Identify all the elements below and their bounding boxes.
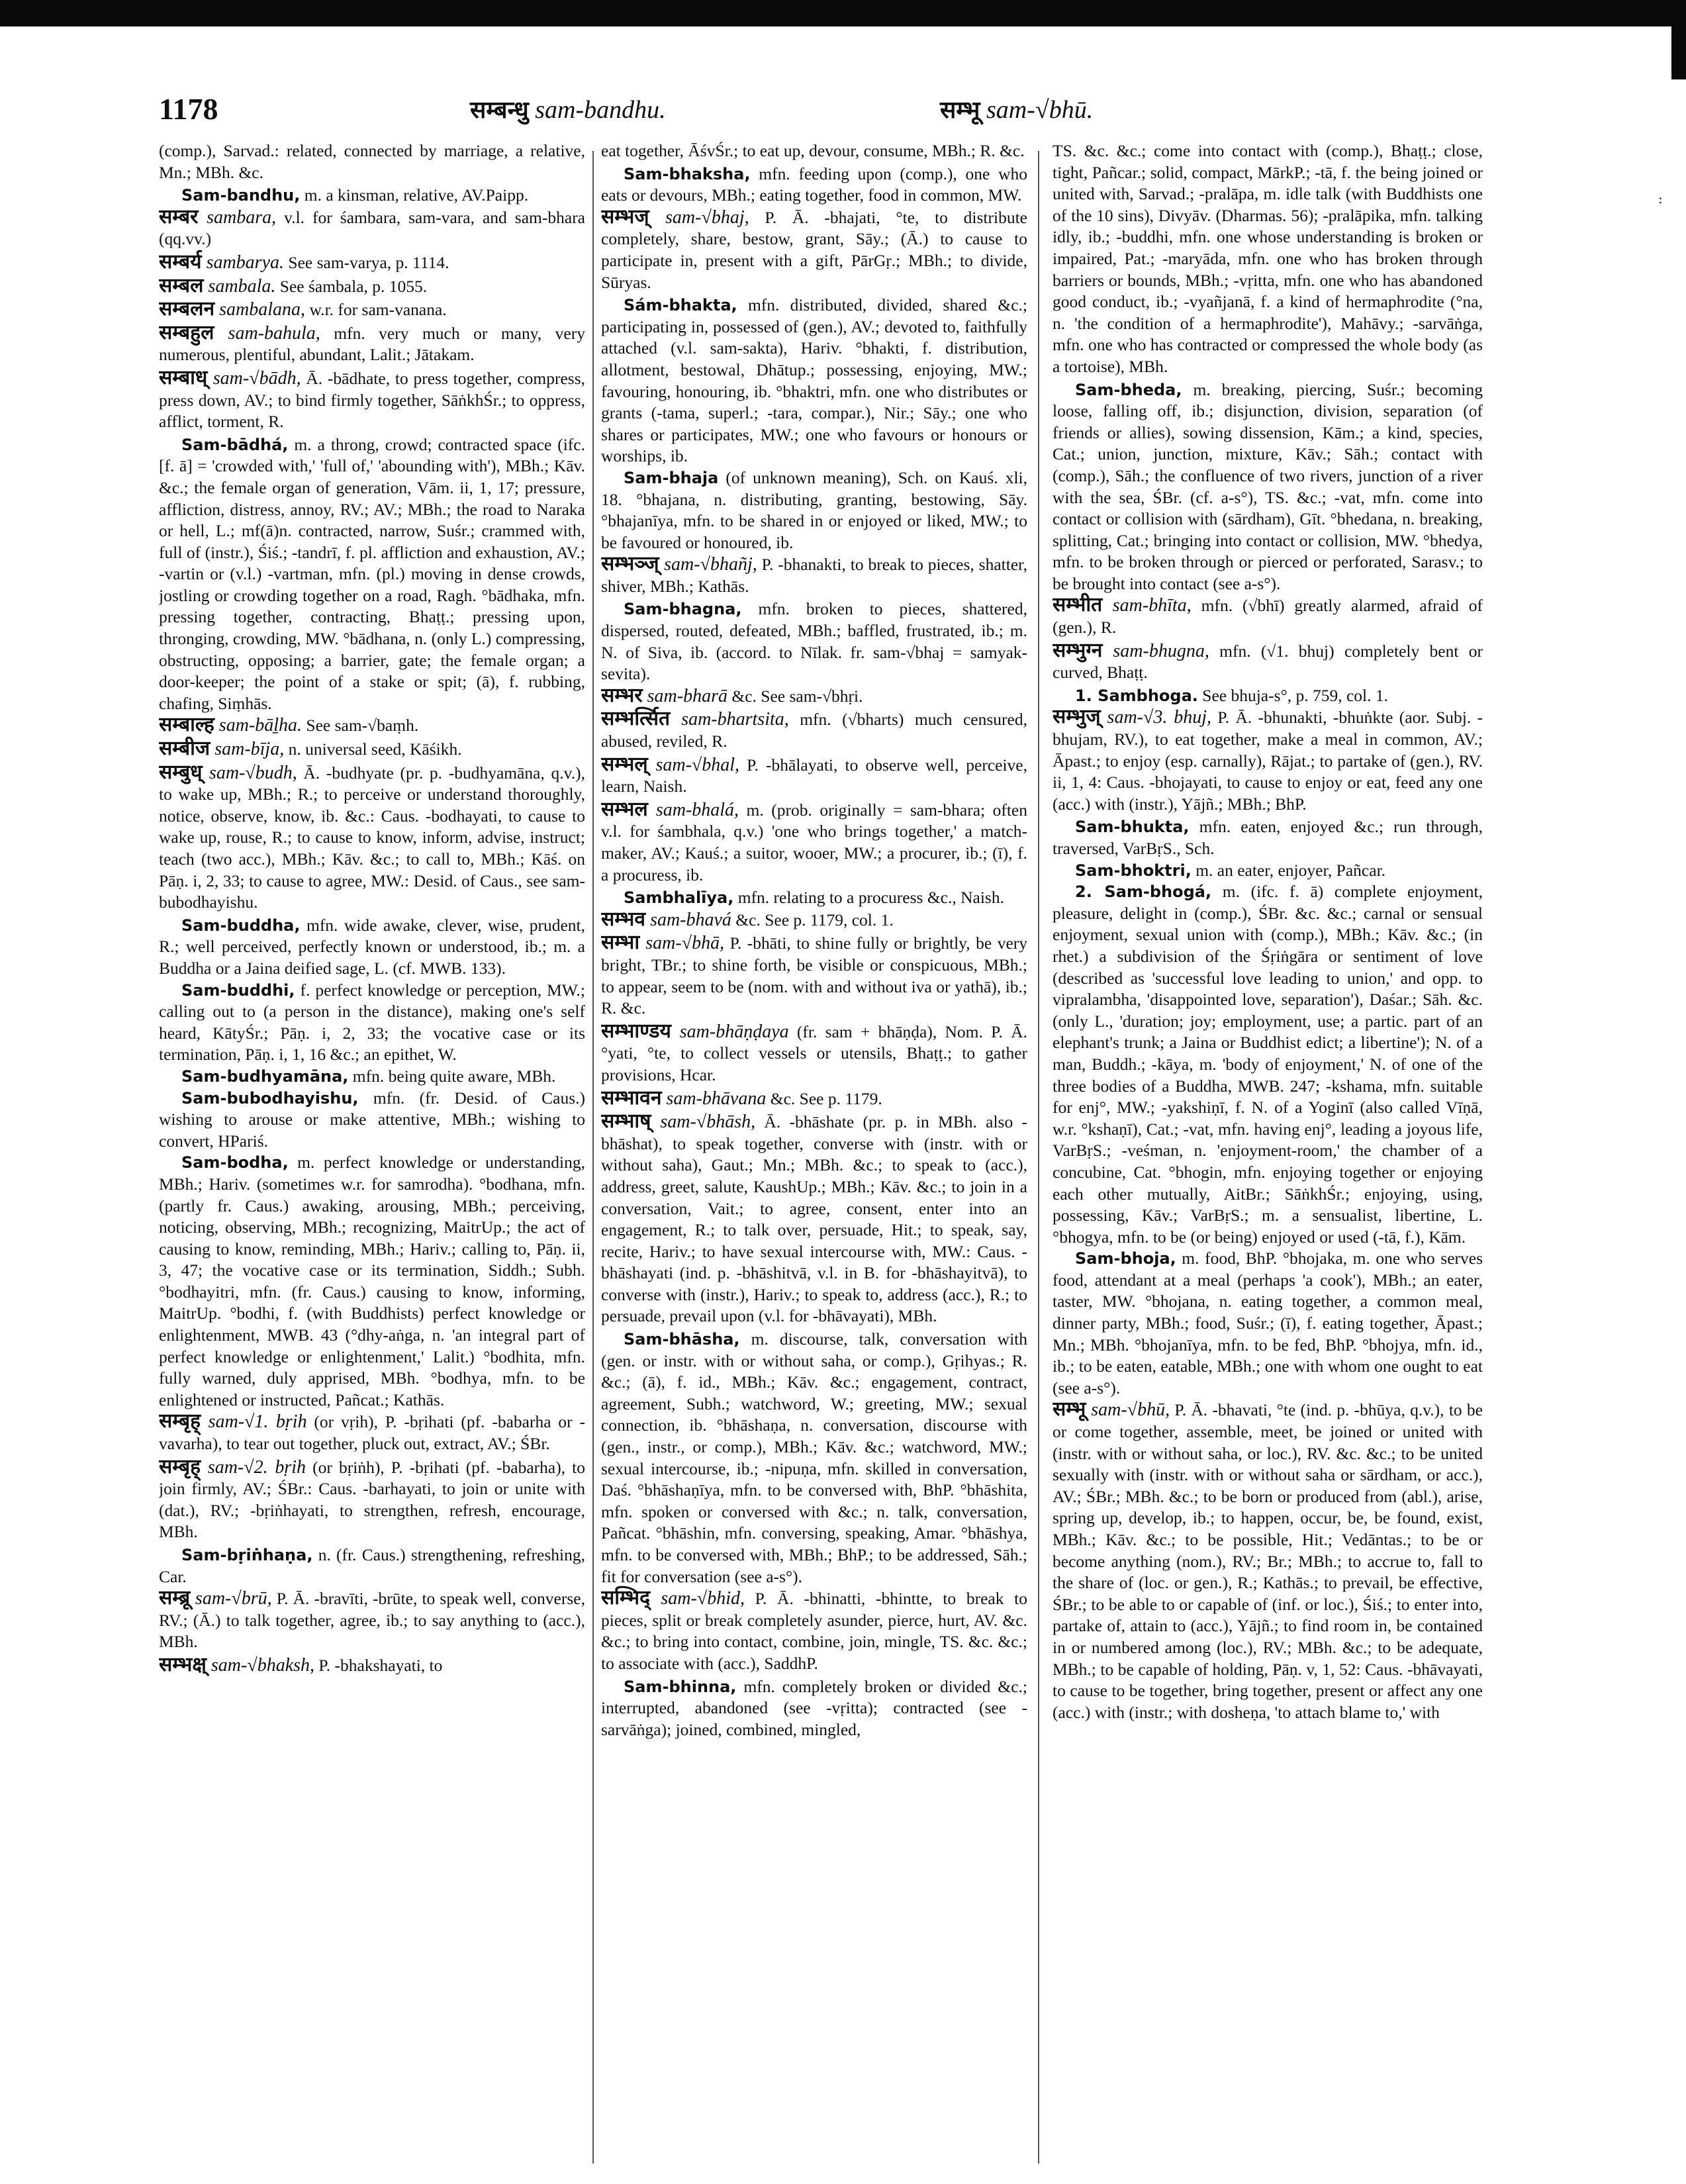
- entry-definition: Ā. -bhāshate (pr. p. in MBh. also -bhāshat), to speak together, converse with (instr. with or without saha), Gaut.; Mn.; MBh. &c.; to speak to (acc.), address, greet, salute, KaushUp.; MBh.; Kāv. &c.; to join in a conversation, Vait.; to agree, consent, enter into an engagement, R.; to talk over, persuade, Hit.; to speak, say, recite, Hariv.; to have sexual intercourse with, MW.: Caus. -bhāshayati (ind. p. -bhāshitvā, v.l. in B. for -bhāshayitvā), to converse with (instr.), Hariv.; to speak to, address (acc.), R.; to persuade, prevail upon (v.l. for -bhāvayati), MBh.: [601, 1112, 1027, 1326]
- dictionary-entry: [1053, 594, 1483, 638]
- column-rule-1: [592, 151, 594, 2163]
- entry-definition: (of unknown meaning), Sch. on Kauś. xli, 18. °bhajana, n. distributing, granting, bestowing, Sāy. °bhajanīya, mfn. to be shared in or enjoyed or liked, MW.; to be favoured or honoured, ib.: [601, 467, 1027, 552]
- entry-headword-transliteration: sam-bīja,: [210, 739, 285, 760]
- entry-definition: v.l. for śambara, sam-vara, and sam-bhara (qq.vv.): [159, 207, 585, 249]
- entry-definition: P. Ā. -bhavati, °te (ind. p. -bhūya, q.v.), to be or come together, assemble, meet, be joined or united with (instr. with or without saha, or loc.), RV. &c. &c.; to be united sexually with (instr. with or without saha or sārdham, or acc.), AV.; ŚBr.; MBh. &c.; to be born or produced from (abl.), arise, spring up, develop, ib.; to happen, occur, be, be found, exist, MBh.; Kāv. &c.; to be possible, Hit.; Vedāntas.; to be or become anything (nom.), RV.; Br.; MBh.; to accrue to, fall to the share of (loc. or gen.), R.; Kathās.; to prevail, be effective, ŚBr.; to be able to or capable of (inf. or loc.), Śiś.; to enter into, partake of, attain to (acc.), Yājñ.; to find room in, be contained in or numbered among (loc.), RV.; MBh. &c.; to be adequate, MBh.; to be capable of holding, Pāṇ. v, 1, 52: Caus. -bhāvayati, to cause to be together, bring together, present or affect any one (acc.) with (instr.; with dosheṇa, 'to attach blame to,' with: [1053, 1400, 1483, 1722]
- entry-definition: mfn. (fr. Desid. of Caus.) wishing to arouse or make attentive, MBh.; wishing to convert, HPariś.: [159, 1088, 585, 1151]
- sub-entry-headword: Sám-bhakta,: [624, 296, 737, 315]
- dictionary-column-2: [601, 140, 1027, 2166]
- entry-headword-transliteration: sam-bhartsita,: [670, 709, 789, 730]
- entry-definition: eat together, ĀśvŚr.; to eat up, devour, consume, MBh.; R. &c.: [601, 141, 1025, 160]
- entry-headword-devanagari: सम्भज्: [601, 205, 649, 228]
- entry-headword-transliteration: sam-√brū,: [190, 1588, 272, 1609]
- entry-definition: n. universal seed, Kāśikh.: [284, 739, 462, 759]
- sub-entry-headword: Sam-buddha,: [181, 916, 301, 935]
- sub-entry: [601, 887, 1027, 909]
- entry-headword-transliteration: sam-√bhañj,: [659, 554, 757, 575]
- entry-headword-devanagari: सम्भावन: [601, 1086, 662, 1110]
- entry-headword-transliteration: sam-√bhāsh,: [651, 1112, 756, 1133]
- entry-headword-transliteration: sam-bhalá,: [647, 799, 739, 820]
- sub-entry-headword: Sam-buddhi,: [181, 980, 295, 1000]
- entry-definition: m. an eater, enjoyer, Pañcar.: [1191, 860, 1386, 880]
- sub-entry-headword: Sam-bṛiṅhaṇa,: [181, 1546, 313, 1564]
- entry-definition: (or vṛih), P. -bṛihati (pf. -babarha or -vavarha), to tear out together, pluck out, extract, AV.; ŚBr.: [159, 1412, 585, 1454]
- dictionary-column-3: [1053, 140, 1483, 2166]
- dictionary-entry: [159, 762, 585, 914]
- dictionary-entry: [159, 714, 585, 737]
- entry-headword-devanagari: सम्बलन: [159, 297, 215, 321]
- column-rule-2: [1038, 151, 1039, 2163]
- running-head-right-translit: sam-√bhū.: [986, 96, 1094, 124]
- entry-definition: n. (fr. Caus.) strengthening, refreshing, Car.: [159, 1545, 585, 1586]
- dictionary-entry: [1053, 706, 1483, 815]
- entry-headword-devanagari: सम्बुध्: [159, 760, 203, 784]
- dictionary-entry: [601, 553, 1027, 597]
- sub-entry: [1053, 860, 1483, 882]
- dictionary-entry: [159, 299, 585, 321]
- entry-headword-devanagari: सम्बर्य: [159, 250, 202, 273]
- entry-headword-devanagari: सम्भर: [601, 683, 643, 707]
- dictionary-entry: [159, 1588, 585, 1653]
- dictionary-entry: [601, 708, 1027, 752]
- entry-definition: mfn. relating to a procuress &c., Naish.: [733, 888, 1004, 908]
- entry-definition: (or bṛiṅh), P. -bṛihati (pf. -babarha), to join firmly, AV.; ŚBr.: Caus. -barhayati, to join or unite with (dat.), RV.; -bṛiṅhayati, to strengthen, refresh, encourage, MBh.: [159, 1457, 585, 1542]
- dictionary-entry: [601, 1088, 1027, 1110]
- dictionary-entry: [159, 275, 585, 298]
- entry-headword-transliteration: sam-√1. bṛih: [201, 1411, 307, 1433]
- entry-headword-transliteration: sam-bhāṇḍaya: [671, 1021, 789, 1042]
- entry-headword-transliteration: sambala.: [203, 275, 276, 297]
- entry-headword-devanagari: सम्ब्रू: [159, 1586, 191, 1610]
- entry-definition: P. Ā. -bhajati, °te, to distribute completely, share, bestow, grant, Sāy.; (Ā.) to cause to participate in, present with a gift, PārGṛ.; MBh.; to divide, Sūryas.: [601, 207, 1027, 292]
- entry-definition: Ā. -budhyate (pr. p. -budhyamāna, q.v.), to wake up, MBh.; R.; to perceive or understand thoroughly, notice, observe, know, ib. &c.: Caus. -bodhayati, to cause to wake up, rouse, R.; to cause to know, inform, advise, instruct; teach (two acc.), MBh.; Kāv. &c.; to call to, MBh.; Kāś. on Pāṇ. i, 2, 33; to cause to agree, MW.: Desid. of Caus., see sam-bubodhayishu.: [159, 763, 585, 912]
- entry-continuation: [1053, 140, 1483, 378]
- dictionary-entry: [601, 799, 1027, 886]
- dictionary-entry: [601, 932, 1027, 1019]
- entry-definition: mfn. (√bhī) greatly alarmed, afraid of (gen.), R.: [1053, 596, 1483, 638]
- dictionary-entry: [601, 1021, 1027, 1086]
- entry-definition: mfn. being quite aware, MBh.: [348, 1066, 556, 1086]
- entry-headword-devanagari: सम्भिद्: [601, 1586, 651, 1610]
- sub-entry: [159, 1088, 585, 1153]
- entry-definition: mfn. distributed, divided, shared &c.; participating in, possessed of (gen.), AV.; devoted to, faithfully attached (v.l. sam-sakta), Hariv. °bhakti, f. distribution, allotment, bestowal, Dhātup.; possessing, enjoying, MW.; favouring, honouring, ib. °bhaktri, mfn. one who distributes or grants (-tama, superl.; -tara, compar.), Nir.; Sāy.; one who shares or participates, MW.; one who favours or honours or worships, ib.: [601, 295, 1027, 466]
- sub-entry: [159, 1152, 585, 1411]
- sub-entry: [601, 1329, 1027, 1588]
- sub-entry-headword: Sam-budhyamāna,: [181, 1067, 349, 1086]
- sub-entry-headword: 1. Sambhoga.: [1075, 686, 1198, 705]
- entry-headword-devanagari: सम्बाल्ह: [159, 713, 214, 737]
- dictionary-entry: [601, 1111, 1027, 1327]
- entry-definition: P. Ā. -bhinatti, -bhintte, to break to pieces, split or break completely asunder, pierce, hurt, AV. &c. &c.; to bring into contact, combine, join, mingle, TS. &c. &c.; to associate with (acc.), SaddhP.: [601, 1589, 1027, 1673]
- scan-top-border: [0, 0, 1686, 26]
- dictionary-entry: [601, 754, 1027, 798]
- sub-entry-headword: Sam-bhinna,: [624, 1677, 737, 1696]
- entry-definition: m. food, BhP. °bhojaka, m. one who serves food, attendant at a meal (perhaps 'a cook'), MBh.; an eater, taster, MW. °bhojana, n. eating together, a common meal, dinner party, MBh.; food, Suśr.; (ī), f. eating together, Āpast.; Mn.; MBh. °bhojanīya, mfn. to be fed, BhP. °bhojya, mfn. id., ib.; to be eaten, eatable, MBh.; one with whom one ought to eat (see a-s°).: [1053, 1249, 1483, 1398]
- entry-headword-transliteration: sam-bhāvana: [661, 1088, 767, 1109]
- sub-entry-headword: Sam-bhaksha,: [624, 164, 751, 183]
- dictionary-entry: [159, 252, 585, 274]
- entry-headword-devanagari: सम्बृह्: [159, 1454, 201, 1478]
- entry-headword-devanagari: सम्भञ्ज्: [601, 552, 659, 576]
- entry-definition: f. perfect knowledge or perception, MW.; calling out to (a person in the distance), making one's self heard, KātyŚr.; Pāṇ. i, 2, 33; the vocative case or its termination, Pāṇ. i, 1, 16 &c.; an epithet, W.: [159, 980, 585, 1065]
- sub-entry-headword: Sam-bubodhayishu,: [181, 1088, 359, 1108]
- dictionary-entry: [159, 207, 585, 250]
- entry-headword-transliteration: sam-√bhū,: [1086, 1400, 1170, 1421]
- sub-entry: [601, 295, 1027, 467]
- entry-definition: (comp.), Sarvad.: related, connected by marriage, a relative, Mn.; MBh. &c.: [159, 141, 585, 182]
- dictionary-entry: [601, 1588, 1027, 1674]
- entry-definition: See bhuja-s°, p. 759, col. 1.: [1197, 685, 1389, 705]
- sub-entry: [159, 1066, 585, 1088]
- sub-entry-headword: Sam-bheda,: [1075, 380, 1182, 399]
- running-head-right-devanagari: सम्भू: [940, 97, 980, 124]
- entry-definition: w.r. for sam-vanana.: [305, 300, 447, 320]
- dictionary-entry: [159, 322, 585, 366]
- entry-continuation: [159, 140, 585, 183]
- entry-headword-transliteration: sam-√bhid,: [650, 1588, 745, 1609]
- entry-headword-transliteration: sam-√bhā,: [639, 933, 725, 954]
- entry-headword-transliteration: sam-bahula,: [214, 322, 320, 344]
- dictionary-entry: [159, 1456, 585, 1543]
- entry-headword-devanagari: सम्भल्: [601, 752, 648, 776]
- sub-entry-headword: Sam-bhaja: [624, 468, 719, 487]
- entry-definition: See sam-varya, p. 1114.: [284, 252, 449, 272]
- sub-entry: [601, 164, 1027, 207]
- entry-headword-devanagari: सम्भर्त्सित: [601, 707, 671, 731]
- entry-definition: &c. See p. 1179, col. 1.: [731, 910, 894, 929]
- sub-entry-headword: Sam-bhāsha,: [624, 1330, 740, 1349]
- entry-headword-transliteration: sam-√bādh,: [207, 367, 301, 389]
- entry-definition: m. discourse, talk, conversation with (gen. or instr. with or without saha, or comp.), Gṛihyas.; R. &c.; (ā), f. id., MBh.; Kāv. &c.; engagement, contract, agreement, Subh.; watchword, W.; greeting, MW.; sexual connection, ib. °bhāshaṇa, n. conversation, discourse with (gen., instr., or comp.), MBh.; Kāv. &c.; watchword, MW.; sexual intercourse, ib.; -nipuṇa, mfn. skilled in conversation, Daś. °bhāshaṇīya, mfn. to be conversed with, BhP. °bhāshita, mfn. spoken or conversed with &c.; n. talk, conversation, Pañcat. °bhāshin, mfn. conversing, speaking, Amar. °bhāshya, mfn. to be conversed with, MBh.; BhP.; to be addressed, Sāh.; fit for conversation (see a-s°).: [601, 1329, 1027, 1586]
- entry-headword-devanagari: सम्बीज: [159, 737, 211, 761]
- dictionary-entry: [601, 909, 1027, 931]
- entry-headword-devanagari: सम्भीत: [1053, 593, 1103, 617]
- sub-entry-headword: Sam-bhagna,: [624, 600, 742, 619]
- dictionary-entry: [601, 207, 1027, 293]
- entry-definition: Ā. -bādhate, to press together, compress, press down, AV.; to bind firmly together, SāṅkhŚr.; to oppress, afflict, torment, R.: [159, 368, 585, 432]
- entry-headword-transliteration: sam-√budh,: [202, 762, 297, 783]
- running-head-left-devanagari: सम्बन्धु: [470, 97, 529, 124]
- dictionary-entry: [159, 738, 585, 761]
- sub-entry: [159, 980, 585, 1066]
- dictionary-entry: [159, 1411, 585, 1454]
- dictionary-entry: [159, 1654, 585, 1677]
- scan-right-edge: [1671, 0, 1686, 79]
- entry-headword-transliteration: sambara,: [198, 207, 277, 228]
- entry-definition: P. -bhanakti, to break to pieces, shatter, shiver, MBh.; Kathās.: [601, 555, 1027, 596]
- entry-headword-devanagari: सम्बृह्: [159, 1409, 201, 1433]
- entry-definition: m. (ifc. f. ā) complete enjoyment, pleasure, delight in (comp.), ŚBr. &c. &c.; carnal or sensual enjoyment, sexual union with (comp.), MBh.; Kāv. &c.; (in rhet.) a subdivision of the Śṛiṅgāra or sentiment of love (described as 'successful love leading to union,' and opp. to vipralambha, 'disappointed love, separation'), Daśar.; Sāh. &c. (only L., 'duration; joy; employment, use; a partic. part of an elephant's trunk; a Jaina or Buddhist edict; a libertine'); N. of a man, Buddh.; -kāya, m. 'body of enjoyment,' N. of one of the three bodies of a Buddha, MWB. 247; -kshama, mfn. suitable for enj°, MW.; -yakshiṇī, f. N. of a Yoginī (also called Vīṇā, w.r. °kshaṇī), Cat.; -vat, mfn. having enj°, leading a joyous life, VarBṛS.; -veśman, n. 'enjoyment-room,' the chamber of a concubine, Cat. °bhogin, mfn. enjoying together or enjoying each other mutually, AitBr.; SāṅkhŚr.; enjoying, using, possessing, Kāv.; VarBṛS.; m. a sensualist, libertine, L. °bhogya, mfn. to be (or being) enjoyed or used (-tā, f.), Kām.: [1053, 882, 1483, 1247]
- dictionary-entry: [601, 685, 1027, 708]
- entry-definition: mfn. very much or many, very numerous, plentiful, abundant, Lalit.; Jātakam.: [159, 323, 585, 365]
- entry-definition: m. (prob. originally = sam-bhara; often v.l. for śambhala, q.v.) 'one who brings together,' a match-maker, AV.; Kauś.; a suitor, wooer, MW.; a procurer, ib.; (ī), f. a procuress, ib.: [601, 800, 1027, 884]
- entry-headword-transliteration: sam-√2. bṛih: [201, 1456, 306, 1478]
- entry-headword-transliteration: sam-√3. bhuj,: [1100, 707, 1212, 728]
- entry-headword-transliteration: sam-√bhaksh,: [206, 1654, 315, 1676]
- sub-entry-headword: Sam-bodha,: [181, 1153, 289, 1172]
- entry-definition: m. breaking, piercing, Suśr.; becoming loose, falling off, ib.; disjunction, division, separation (of friends or allies), sowing dissension, Kām.; a kind, species, Cat.; union, junction, mixture, Kāv.; Sāh.; contact with (comp.), Sāh.; the confluence of two rivers, junction of a river with the sea, ŚBr. (cf. a-s°), TS. &c.; -vat, mfn. come into contact or collision with (sārdham), Gīt. °bhedana, n. breaking, splitting, Cat.; bringing into contact or collision, MW. °bhedya, mfn. to be broken through or pierced or perforated, Sarasv.; to be brought into contact (see a-s°).: [1053, 379, 1483, 593]
- entry-definition: m. a throng, crowd; contracted space (ifc. [f. ā] = 'crowded with,' 'full of,' 'abounding with'), MBh.; Kāv. &c.; the female organ of generation, Vām. ii, 1, 17; pressure, affliction, distress, annoy, RV.; AV.; MBh.; the road to Naraka or hell, L.; mf(ā)n. contracted, narrow, Suśr.; crammed with, full of (instr.), Śiś.; -tandrī, f. pl. affliction and exhaustion, AV.; -vartin or (v.l.) -vartman, mfn. (pl.) moving in dense crowds, jostling or crowding together on a road, Ragh. °bādhaka, mfn. pressing together, contracting, Bhaṭṭ.; pressing upon, thronging, crowding, MW. °bādhana, n. (only L.) compressing, obstructing, opposing; a barrier, gate; the female organ; a door-keeper; the point of a stake or spit; (ā), f. rubbing, chafing, Siṃhās.: [159, 434, 585, 713]
- sub-entry: [1053, 816, 1483, 859]
- entry-headword-transliteration: sam-√bhaj,: [649, 207, 749, 228]
- entry-headword-devanagari: सम्भाण्डय: [601, 1019, 671, 1043]
- entry-headword-devanagari: सम्बहुल: [159, 320, 214, 344]
- entry-headword-devanagari: सम्भू: [1053, 1398, 1086, 1421]
- sub-entry: [159, 915, 585, 980]
- sub-entry-headword: Sam-bandhu,: [181, 186, 301, 205]
- entry-headword-devanagari: सम्बाध्: [159, 365, 208, 389]
- sub-entry: [159, 434, 585, 715]
- running-head-left-translit: sam-bandhu.: [535, 96, 666, 124]
- sub-entry: [601, 1676, 1027, 1741]
- sub-entry-headword: Sam-bhoktri,: [1075, 861, 1192, 880]
- sub-entry-headword: Sambhalīya,: [624, 888, 734, 908]
- entry-definition: See sam-√baṃh.: [302, 716, 419, 736]
- entry-definition: mfn. wide awake, clever, wise, prudent, R.; well perceived, perfectly known or understood, ib.; m. a Buddha or a Jaina deified sage, L. (cf. MWB. 133).: [159, 915, 585, 978]
- entry-definition: P. -bhālayati, to observe well, perceive, learn, Naish.: [601, 755, 1027, 796]
- entry-headword-transliteration: sam-bhugna,: [1102, 640, 1209, 661]
- entry-headword-transliteration: sam-bharā: [642, 685, 727, 706]
- page-header: [159, 91, 1522, 138]
- entry-headword-transliteration: sambarya.: [201, 252, 285, 273]
- sub-entry: [601, 467, 1027, 553]
- entry-headword-devanagari: सम्भुग्न: [1053, 638, 1103, 662]
- entry-definition: m. a kinsman, relative, AV.Paipp.: [300, 185, 529, 205]
- entry-headword-devanagari: सम्भाष्: [601, 1110, 651, 1133]
- entry-headword-transliteration: sam-bhīta,: [1102, 595, 1192, 616]
- sub-entry-headword: Sam-bhoja,: [1075, 1249, 1176, 1268]
- entry-definition: mfn. (√1. bhuj) completely bent or curved, Bhaṭṭ.: [1053, 641, 1483, 683]
- entry-definition: m. perfect knowledge or understanding, MBh.; Hariv. (sometimes w.r. for samrodha). °bodhana, mfn. (partly fr. Caus.) awaking, arousing, MBh.; perceiving, noticing, observing, MBh.; recognizing, MaitrUp.; the act of causing to know, reminding, MBh.; Hariv.; calling to, Pāṇ. ii, 3, 47; the vocative case or its termination, Siddh.; Subh. °bodhayitri, mfn. (fr. Caus.) causing to know, informing, MaitrUp. °bodhi, f. (with Buddhists) perfect knowledge or enlightenment, MWB. 43 (°dhy-aṅga, n. 'an integral part of perfect knowledge or enlightenment,' Lalit.) °bodhita, mfn. fully warned, duly apprised, MBh. °bodhya, mfn. to be enlightened or instructed, Pañcat.; Kathās.: [159, 1153, 585, 1409]
- entry-definition: mfn. completely broken or divided &c.; interrupted, abandoned (see -vṛitta); contracted (see -sarvāṅga); joined, combined, mingled,: [601, 1676, 1027, 1739]
- entry-headword-devanagari: सम्बल: [159, 273, 204, 297]
- entry-definition: mfn. broken to pieces, shattered, dispersed, routed, defeated, MBh.; baffled, frustrated, ib.; m. N. of Siva, ib. (accord. to Nīlak. fr. sam-√bhaj = samyak-sevita).: [601, 599, 1027, 684]
- entry-definition: &c. See sam-√bhṛi.: [727, 686, 863, 706]
- entry-continuation: [601, 140, 1027, 162]
- entry-headword-devanagari: सम्भल: [601, 797, 648, 821]
- sub-entry: [1053, 379, 1483, 595]
- sub-entry-headword: 2. Sam-bhogá,: [1075, 882, 1212, 902]
- margin-mark: :: [1658, 191, 1663, 207]
- entry-definition: See śambala, p. 1055.: [275, 276, 428, 296]
- dictionary-entry: [1053, 640, 1483, 684]
- entry-definition: P. Ā. -bravīti, -brūte, to speak well, converse, RV.; (Ā.) to talk together, agree, ib.; to say anything to (acc.), MBh.: [159, 1589, 585, 1652]
- entry-definition: P. -bhāti, to shine fully or brightly, be very bright, TBr.; to shine forth, be visible or conspicuous, MBh.; to appear, seem to be (nom. with and without iva or yathā), ib.; R. &c.: [601, 933, 1027, 1018]
- entry-definition: &c. See p. 1179.: [766, 1088, 882, 1108]
- entry-headword-transliteration: sam-bāḻha.: [214, 715, 303, 736]
- entry-headword-devanagari: सम्भुज्: [1053, 705, 1101, 729]
- dictionary-column-1: [159, 140, 585, 2166]
- entry-definition: mfn. (√bharts) much censured, abused, reviled, R.: [601, 710, 1027, 751]
- entry-headword-transliteration: sambalana,: [214, 299, 306, 320]
- sub-entry: [1053, 685, 1483, 707]
- entry-definition: P. Ā. -bhunakti, -bhuṅkte (aor. Subj. -bhujam, RV.), to eat together, make a meal in common, AV.; Āpast.; to enjoy (esp. carnally), Rājat.; to partake of (gen.), RV. ii, 1, 4: Caus. -bhojayati, to cause to enjoy or eat, feed any one (acc.) with (instr.), Yājñ.; MBh.; BhP.: [1053, 708, 1483, 814]
- running-head-right: [940, 93, 1093, 125]
- page-number: 1178: [159, 92, 218, 126]
- entry-definition: TS. &c. &c.; come into contact with (comp.), Bhaṭṭ.; close, tight, Pañcar.; solid, compact, MārkP.; -tā, f. the being joined or united with, Sarvad.; -pralāpa, m. idle talk (with Buddhists one of the 10 sins), Divyāv. (Dharmas. 56); -pralāpika, mfn. talking idly, ib.; -buddhi, mfn. one whose understanding is broken or impaired, Pat.; -maryāda, mfn. one who has broken through barriers or bounds, MBh.; -vṛitta, mfn. one who has abandoned good conduct, ib.; -vyañjanā, f. a kind of hermaphrodite (°na, n. 'the condition of a hermaphrodite'), Mahāvy.; -sarvāṅga, mfn. one who has contracted or compressed the whole body (as a tortoise), MBh.: [1053, 141, 1483, 376]
- entry-definition: P. -bhakshayati, to: [314, 1655, 443, 1675]
- entry-headword-transliteration: sam-bhavá: [645, 909, 731, 930]
- entry-definition: mfn. feeding upon (comp.), one who eats or devours, MBh.; eating together, food in common, MW.: [601, 164, 1027, 205]
- dictionary-entry: [1053, 1399, 1483, 1723]
- sub-entry: [1053, 1248, 1483, 1399]
- dictionary-entry: [159, 367, 585, 433]
- sub-entry: [1053, 881, 1483, 1248]
- entry-headword-transliteration: sam-√bhal,: [647, 754, 740, 775]
- sub-entry-headword: Sam-bādhá,: [181, 435, 289, 454]
- entry-definition: mfn. eaten, enjoyed &c.; run through, traversed, VarBṛS., Sch.: [1053, 817, 1483, 858]
- sub-entry: [159, 185, 585, 207]
- sub-entry: [159, 1544, 585, 1588]
- sub-entry-headword: Sam-bhukta,: [1075, 818, 1190, 837]
- entry-headword-devanagari: सम्बर: [159, 205, 199, 228]
- entry-headword-devanagari: सम्भक्ष्: [159, 1652, 207, 1676]
- entry-headword-devanagari: सम्भा: [601, 931, 640, 955]
- running-head-left: [470, 93, 666, 125]
- sub-entry: [601, 598, 1027, 685]
- entry-definition: (fr. sam + bhāṇḍa), Nom. P. Ā. °yati, °te, to collect vessels or utensils, Bhaṭṭ.; to gather provisions, Hcar.: [601, 1021, 1027, 1084]
- entry-headword-devanagari: सम्भव: [601, 907, 646, 931]
